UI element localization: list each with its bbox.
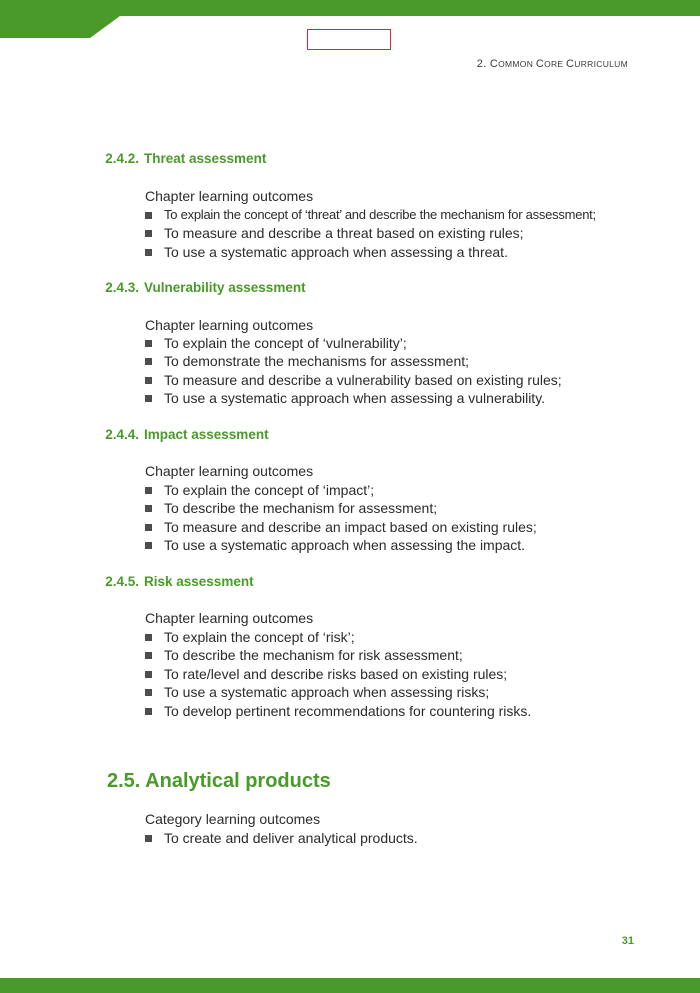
list-item: To explain the concept of ‘impact’;	[145, 481, 537, 499]
bullet-square-icon	[145, 395, 152, 402]
page-number: 31	[621, 935, 634, 947]
outcomes-list	[145, 481, 537, 555]
section-title: Vulnerability assessment	[144, 280, 306, 295]
section-title: Impact assessment	[144, 427, 269, 442]
bullet-square-icon	[145, 708, 152, 715]
bullet-square-icon	[145, 652, 152, 659]
list-item: To explain the concept of ‘threat’ and describe the mechanism for assessment;	[145, 206, 596, 224]
outcomes-list	[145, 206, 596, 261]
bullet-square-icon	[145, 835, 152, 842]
list-item: To rate/level and describe risks based on existing rules;	[145, 665, 531, 683]
list-item: To explain the concept of ‘risk’;	[145, 628, 531, 646]
section-number: 2.4.4.	[105, 427, 139, 442]
list-item: To use a systematic approach when assessing risks;	[145, 683, 531, 701]
section-heading-2-5: 2.5. Analytical products	[107, 770, 331, 792]
list-item: To describe the mechanism for assessment;	[145, 499, 537, 517]
bullet-square-icon	[145, 487, 152, 494]
outcomes-label: Chapter learning outcomes	[145, 188, 314, 204]
outcomes-label: Chapter learning outcomes	[145, 610, 314, 626]
section-title: Risk assessment	[144, 574, 254, 589]
list-item: To use a systematic approach when assessing the impact.	[145, 536, 537, 554]
list-item: To demonstrate the mechanisms for assessment;	[145, 352, 562, 370]
outcomes-label: Chapter learning outcomes	[145, 463, 314, 479]
list-item: To explain the concept of ‘vulnerability’;	[145, 334, 562, 352]
list-item: To measure and describe an impact based on existing rules;	[145, 518, 537, 536]
bullet-square-icon	[145, 671, 152, 678]
category-outcomes-list	[145, 829, 418, 847]
bullet-square-icon	[145, 377, 152, 384]
list-item: To use a systematic approach when assessing a threat.	[145, 243, 596, 261]
bullet-square-icon	[145, 340, 152, 347]
section-number: 2.4.2.	[105, 151, 139, 166]
highlight-marker-box	[307, 29, 391, 50]
list-item: To create and deliver analytical products.	[145, 829, 418, 847]
section-number: 2.4.5.	[105, 574, 139, 589]
list-item: To develop pertinent recommendations for countering risks.	[145, 702, 531, 720]
list-item: To describe the mechanism for risk assessment;	[145, 646, 531, 664]
list-item: To use a systematic approach when assessing a vulnerability.	[145, 389, 562, 407]
bullet-square-icon	[145, 634, 152, 641]
running-header: 2. COMMON CORE CURRICULUM	[476, 58, 628, 70]
outcomes-label: Chapter learning outcomes	[145, 317, 314, 333]
bullet-square-icon	[145, 542, 152, 549]
bullet-square-icon	[145, 505, 152, 512]
bullet-square-icon	[145, 249, 152, 256]
bullet-square-icon	[145, 230, 152, 237]
list-item: To measure and describe a threat based on existing rules;	[145, 224, 596, 242]
outcomes-list	[145, 334, 562, 408]
bottom-green-band	[0, 978, 700, 993]
outcomes-list	[145, 628, 531, 720]
list-item: To measure and describe a vulnerability based on existing rules;	[145, 371, 562, 389]
bullet-square-icon	[145, 212, 152, 219]
bullet-square-icon	[145, 358, 152, 365]
section-number: 2.4.3.	[105, 280, 139, 295]
bullet-square-icon	[145, 689, 152, 696]
bullet-square-icon	[145, 524, 152, 531]
category-outcomes-label: Category learning outcomes	[145, 811, 321, 827]
section-title: Threat assessment	[144, 151, 267, 166]
